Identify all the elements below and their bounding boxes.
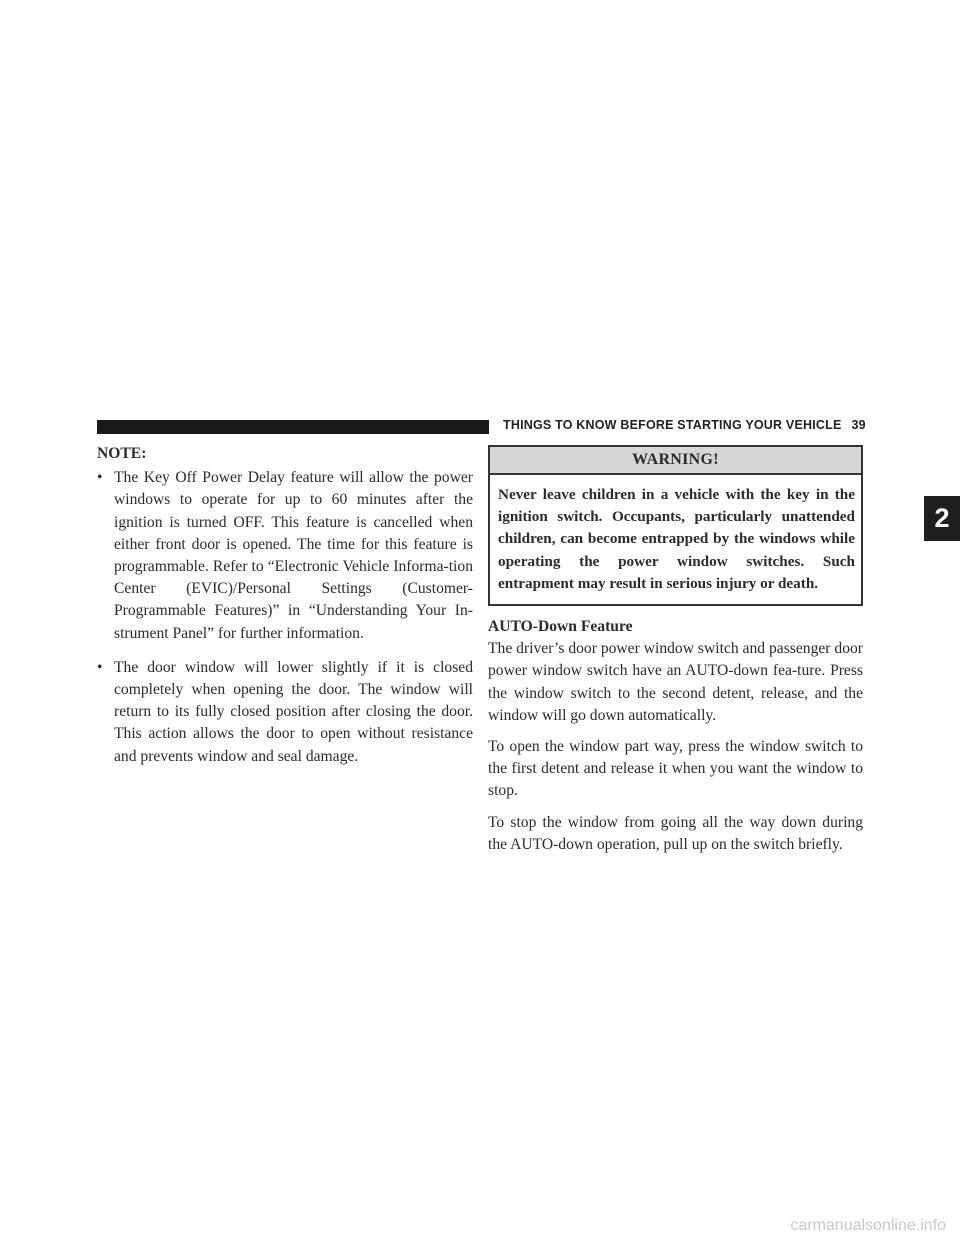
bullet-text: The Key Off Power Delay feature will allow the power windows to operate for up to 60 minutes after the ignition is turned OFF. This feature is cancelled when either front door is opened. The time for this feature is programmable. Refer to “Electronic Vehicle Informa-tion Center (EVIC)/Personal Settings (Customer-Programmable Features)” in “Understanding Your In-strument Panel” for further information.	[114, 469, 473, 642]
bullet-icon: •	[97, 658, 103, 676]
bullet-text: The door window will lower slightly if it is closed completely when opening the door. The window will return to its fully closed position after closing the door. This action allows the door to open without resistance and prevents window and seal damage.	[114, 658, 473, 765]
paragraph: The driver’s door power window switch and passenger door power window switch have an AUTO-down fea-ture. Press the window switch to the second detent, release, and the window will go down automatically.	[488, 640, 863, 724]
header-title: THINGS TO KNOW BEFORE STARTING YOUR VEHICLE	[503, 418, 842, 432]
header-rule	[97, 420, 489, 434]
warning-text: Never leave children in a vehicle with the key in the ignition switch. Occupants, particularly unattended children, can become entrapped by the windows while operating the power window switches. Such entrapment may result in serious injury or death.	[498, 486, 855, 592]
section-heading: AUTO-Down Feature	[488, 618, 633, 636]
bullet-icon: •	[97, 469, 103, 487]
chapter-tab: 2	[924, 496, 960, 541]
watermark: carmanualsonline.info	[790, 1217, 946, 1234]
paragraph: To open the window part way, press the window switch to the first detent and release it when you want the window to stop.	[488, 738, 863, 800]
bullet-item	[97, 467, 473, 645]
note-label: NOTE:	[97, 445, 147, 462]
right-column	[488, 445, 863, 865]
left-column	[97, 443, 473, 780]
paragraph: To stop the window from going all the way down during the AUTO-down operation, pull up on the switch briefly.	[488, 813, 863, 853]
warning-box	[488, 445, 863, 606]
page-number: 39	[851, 418, 866, 432]
running-header	[503, 418, 866, 432]
bullet-item	[97, 657, 473, 768]
warning-title: WARNING!	[490, 447, 861, 475]
